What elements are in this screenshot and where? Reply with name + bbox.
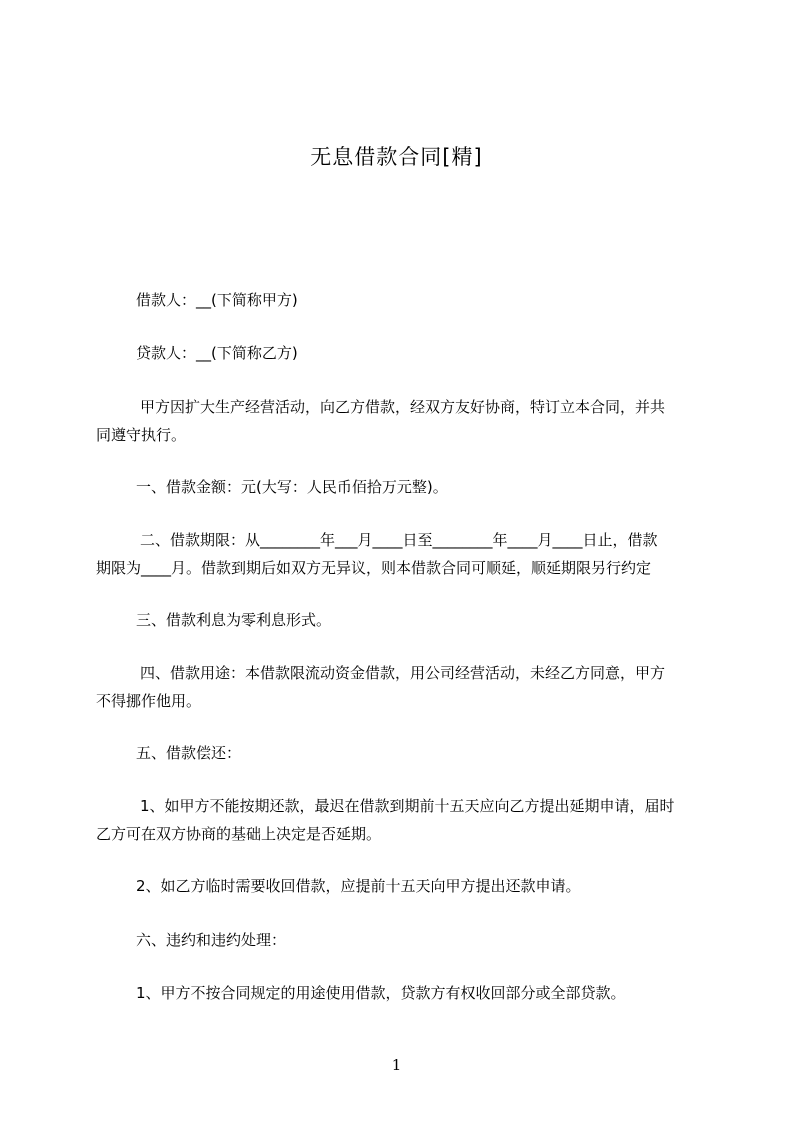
paragraph-line: 期限为____月。借款到期后如双方无异议，则本借款合同可顺延，顺延期限另行约定 — [96, 559, 652, 577]
paragraph-line: 六、违约和违约处理： — [136, 931, 287, 949]
paragraph-line: 二、借款期限：从________年___月____日至________年____月____日止，借款 — [140, 531, 658, 549]
paragraph-line: 一、借款金额：元(大写：人民币佰拾万元整)。 — [136, 478, 448, 496]
document-title: 无息借款合同[精] — [310, 145, 483, 169]
paragraph-line: 五、借款偿还： — [136, 744, 242, 762]
paragraph-line: 甲方因扩大生产经营活动，向乙方借款，经双方友好协商，特订立本合同，并共 — [140, 398, 666, 416]
paragraph-line: 2、如乙方临时需要收回借款，应提前十五天向甲方提出还款申请。 — [136, 877, 581, 895]
page-number: 1 — [391, 1056, 402, 1074]
paragraph-line: 乙方可在双方协商的基础上决定是否延期。 — [96, 825, 382, 843]
paragraph-line: 不得挪作他用。 — [96, 692, 202, 710]
paragraph-line: 借款人：__(下简称甲方) — [136, 291, 298, 309]
paragraph-line: 1、如甲方不能按期还款，最迟在借款到期前十五天应向乙方提出延期申请，届时 — [140, 797, 675, 815]
paragraph-line: 四、借款用途：本借款限流动资金借款，用公司经营活动，未经乙方同意，甲方 — [140, 664, 666, 682]
paragraph-line: 贷款人：__(下简称乙方) — [136, 344, 298, 362]
paragraph-line: 三、借款利息为零利息形式。 — [136, 611, 332, 629]
paragraph-line: 同遵守执行。 — [96, 426, 187, 444]
paragraph-line: 1、甲方不按合同规定的用途使用借款，贷款方有权收回部分或全部贷款。 — [136, 984, 626, 1002]
